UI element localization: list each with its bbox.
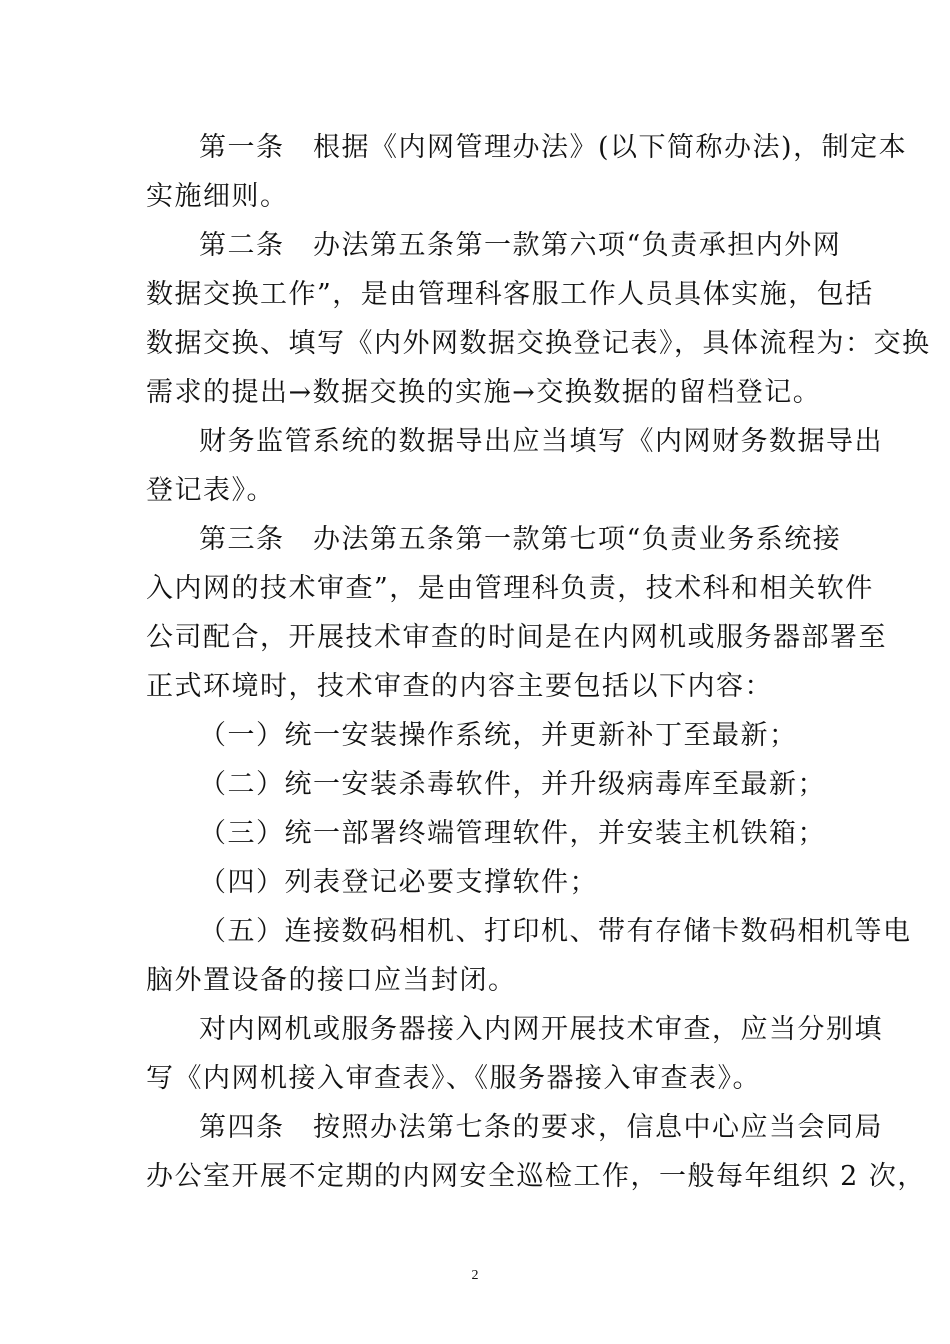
text-line: 需求的提出→数据交换的实施→交换数据的留档登记。 (146, 377, 822, 408)
text-line: 财务监管系统的数据导出应当填写《内网财务数据导出 (199, 426, 883, 457)
text-line: 公司配合，开展技术审查的时间是在内网机或服务器部署至 (146, 622, 887, 653)
page-number: 2 (471, 1268, 479, 1283)
list-item: （四）列表登记必要支撑软件； (199, 867, 598, 898)
text-line: 第四条 按照办法第七条的要求，信息中心应当会同局 (199, 1112, 883, 1143)
list-item: （五）连接数码相机、打印机、带有存储卡数码相机等电 (199, 916, 912, 947)
text-line: 正式环境时，技术审查的内容主要包括以下内容： (146, 671, 773, 702)
list-item: （三）统一部署终端管理软件，并安装主机铁箱； (199, 818, 826, 849)
text-line: 数据交换、填写《内外网数据交换登记表》，具体流程为：交换 (146, 328, 931, 359)
list-item: （一）统一安装操作系统，并更新补丁至最新； (199, 720, 798, 751)
text-line: 入内网的技术审查”，是由管理科负责，技术科和相关软件 (146, 573, 874, 604)
text-line: 对内网机或服务器接入内网开展技术审查，应当分别填 (199, 1014, 883, 1045)
text-line: 第三条 办法第五条第一款第七项“负责业务系统接 (199, 524, 842, 555)
text-line: 数据交换工作”，是由管理科客服工作人员具体实施，包括 (146, 279, 874, 310)
text-line: 脑外置设备的接口应当封闭。 (146, 965, 517, 996)
list-item: （二）统一安装杀毒软件，并升级病毒库至最新； (199, 769, 826, 800)
text-line: 办公室开展不定期的内网安全巡检工作，一般每年组织 2 次， (146, 1161, 926, 1192)
text-line: 第一条 根据《内网管理办法》(以下简称办法)，制定本 (199, 132, 908, 163)
text-line: 实施细则。 (146, 181, 289, 212)
text-line: 写《内网机接入审查表》、《服务器接入审查表》。 (146, 1063, 761, 1094)
text-line: 第二条 办法第五条第一款第六项“负责承担内外网 (199, 230, 842, 261)
text-line: 登记表》。 (146, 475, 275, 506)
